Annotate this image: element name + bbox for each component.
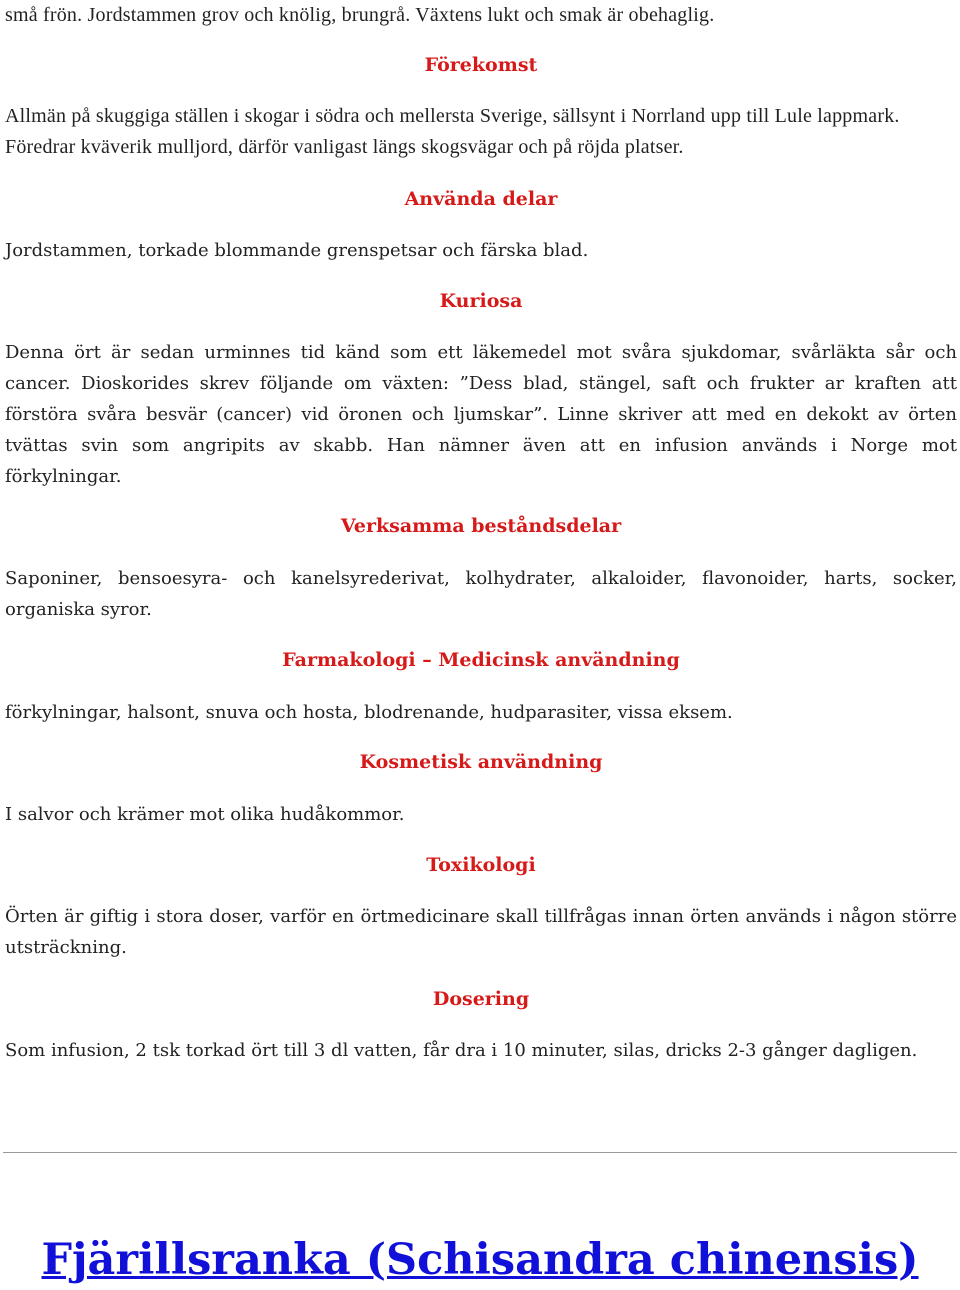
section-heading-kosmetisk: Kosmetisk användning xyxy=(359,751,603,773)
section-heading-kuriosa: Kuriosa xyxy=(439,290,523,312)
next-article-heading xyxy=(0,1230,960,1290)
section-text-forekomst: Allmän på skuggiga ställen i skogar i södra och mellersta Sverige, sällsynt i Norrland upp till Lule lappmark. Föredrar kväverik mulljord, därför vanligast längs skogsvägar och på röjda platser. xyxy=(5,105,900,158)
section-heading-dosering: Dosering xyxy=(432,988,530,1010)
next-article-link[interactable]: Fjärillsranka (Schisandra chinensis) xyxy=(41,1235,919,1285)
section-heading-farmakologi: Farmakologi – Medicinsk användning xyxy=(282,649,680,671)
section-text-anvanda-delar: Jordstammen, torkade blommande grenspetsar och färska blad. xyxy=(5,240,589,261)
section-text-toxikologi: Örten är giftig i stora doser, varför en örtmedicinare skall tillfrågas innan örten används i någon större utsträckning. xyxy=(5,906,957,958)
section-text-dosering: Som infusion, 2 tsk torkad ört till 3 dl vatten, får dra i 10 minuter, silas, dricks 2-3 gånger dagligen. xyxy=(5,1040,918,1061)
section-text-kosmetisk: I salvor och krämer mot olika hudåkommor. xyxy=(5,804,405,825)
section-heading-verksamma: Verksamma beståndsdelar xyxy=(340,515,622,537)
section-heading-toxikologi: Toxikologi xyxy=(426,854,536,876)
intro-paragraph: små frön. Jordstammen grov och knölig, brungrå. Växtens lukt och smak är obehaglig. xyxy=(5,4,715,26)
section-divider xyxy=(3,1152,957,1153)
section-text-verksamma: Saponiner, bensoesyra- och kanelsyrederivat, kolhydrater, alkaloider, flavonoider, harts, socker, organiska syror. xyxy=(5,568,957,620)
section-heading-anvanda-delar: Använda delar xyxy=(404,188,558,210)
section-text-farmakologi: förkylningar, halsont, snuva och hosta, blodrenande, hudparasiter, vissa eksem. xyxy=(5,702,733,723)
section-heading-forekomst: Förekomst xyxy=(424,54,538,76)
section-text-kuriosa: Denna ört är sedan urminnes tid känd som ett läkemedel mot svåra sjukdomar, svårläkta sår och cancer. Dioskorides skrev följande om växten: ”Dess blad, stängel, saft och frukter ar kraften att förstöra svåra besvär (cancer) vid öronen och ljumskar”. Linne skriver att med en dekokt av örten tvättas svin som angripits av skabb. Han nämner även att en infusion används i Norge mot förkylningar. xyxy=(5,342,957,487)
